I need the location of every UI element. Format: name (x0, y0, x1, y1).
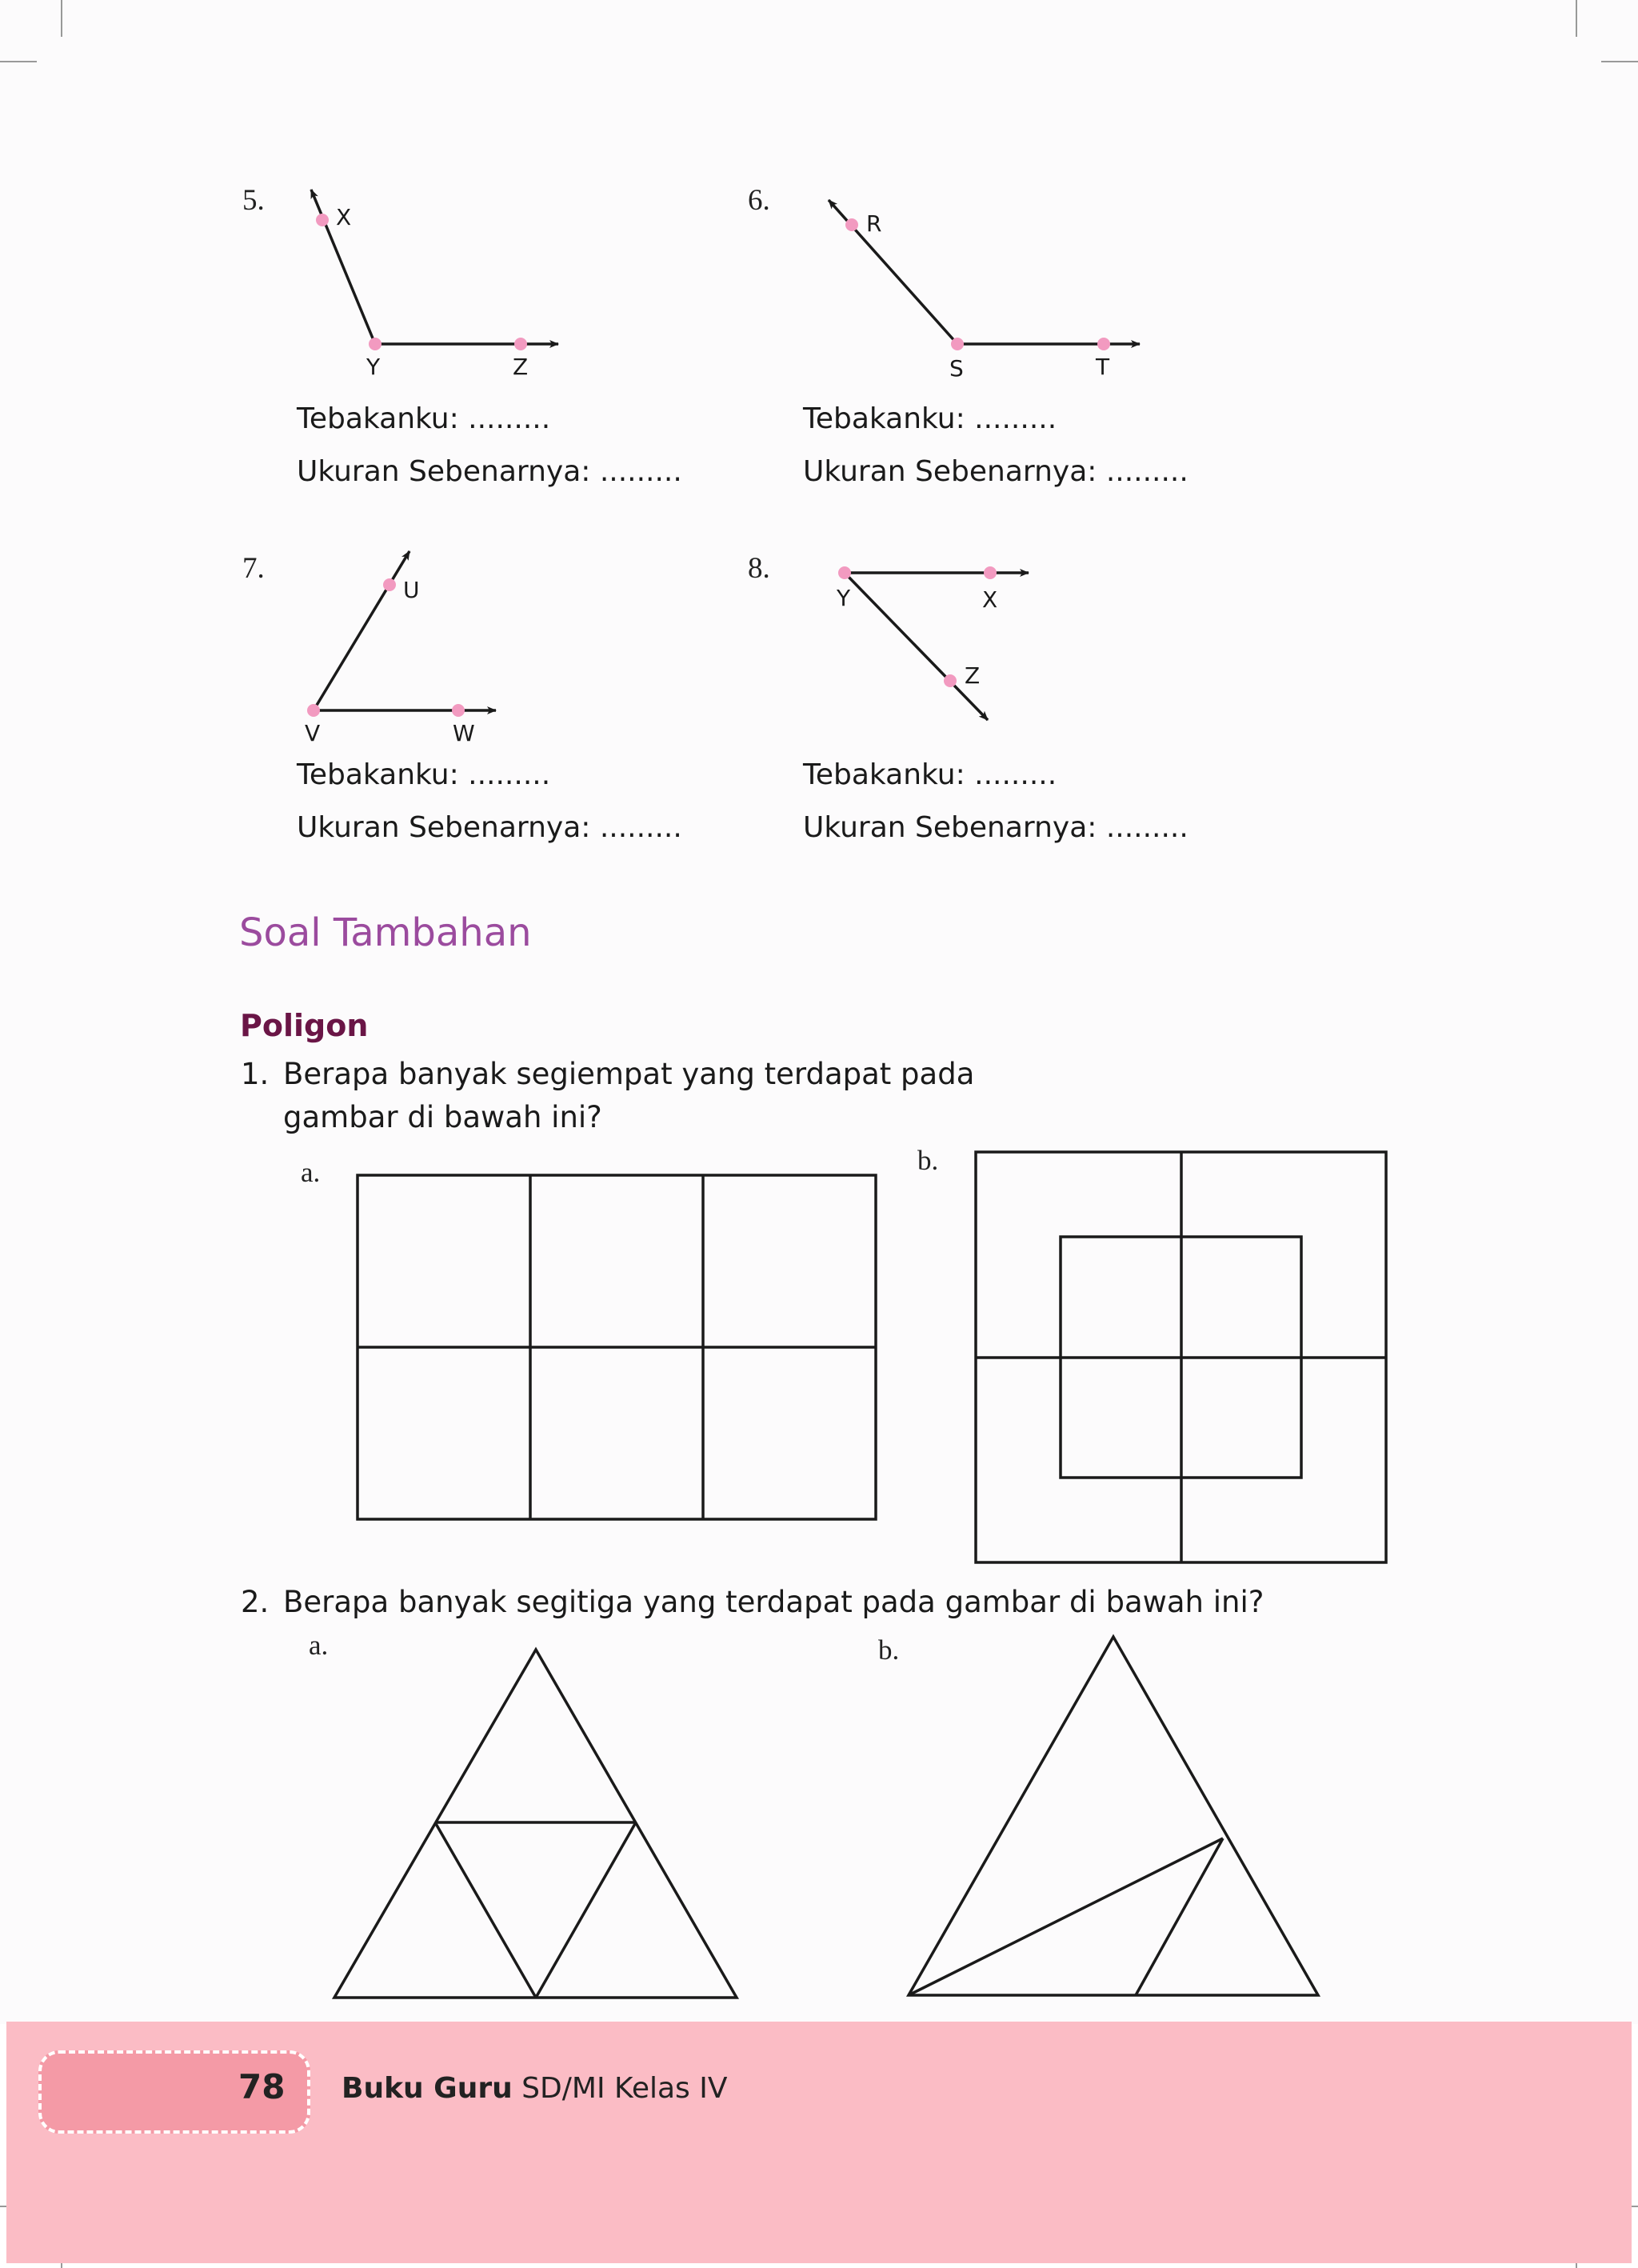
actual-line-8: Ukuran Sebenarnya: ......... (803, 811, 1189, 844)
page-number: 78 (238, 2067, 286, 2106)
squares-figure-b (976, 1152, 1386, 1562)
point-x (316, 214, 329, 226)
q1-text (283, 1053, 974, 1139)
actual-line-7: Ukuran Sebenarnya: ......... (297, 811, 682, 844)
question-number-7: 7. (242, 552, 265, 585)
q1-label-a: a. (301, 1157, 321, 1188)
label-point-r: R (866, 210, 882, 237)
point-w (452, 704, 465, 717)
label-point-z2: Z (965, 662, 981, 689)
q2-text: Berapa banyak segitiga yang terdapat pada gambar di bawah ini? (283, 1585, 1264, 1619)
triangle-figure-b (909, 1637, 1318, 1995)
point-y2 (838, 566, 851, 579)
label-point-x: X (336, 204, 352, 230)
book-title (342, 2072, 727, 2105)
question-number-6: 6. (748, 184, 770, 217)
label-point-y2: Y (837, 585, 851, 611)
point-u (383, 578, 396, 591)
angle-uvw-figure (314, 551, 496, 710)
point-z (514, 338, 527, 350)
guess-line-6: Tebakanku: ......... (803, 402, 1057, 435)
guess-line-8: Tebakanku: ......... (803, 758, 1057, 791)
triangle-figure-a (334, 1650, 737, 1998)
point-r (845, 218, 858, 231)
point-t (1097, 338, 1110, 350)
guess-line-5: Tebakanku: ......... (297, 402, 551, 435)
book-title-bold: Buku Guru (342, 2072, 513, 2105)
grid-figure-a (358, 1175, 876, 1519)
label-point-w: W (453, 720, 475, 746)
actual-line-5: Ukuran Sebenarnya: ......... (297, 455, 682, 488)
actual-line-6: Ukuran Sebenarnya: ......... (803, 455, 1189, 488)
section-title: Soal Tambahan (239, 910, 532, 955)
q2-number: 2. (241, 1585, 270, 1619)
angle-yxz-figure (845, 573, 1029, 720)
question-number-5: 5. (242, 184, 265, 217)
point-z2 (944, 674, 957, 687)
book-title-rest: SD/MI Kelas IV (512, 2072, 728, 2105)
point-v (307, 704, 320, 717)
label-point-x2: X (982, 586, 998, 613)
q1-number: 1. (241, 1057, 270, 1091)
question-number-8: 8. (748, 552, 770, 585)
label-point-y: Y (366, 354, 381, 380)
label-point-v: V (305, 720, 321, 746)
q2-label-a: a. (309, 1630, 329, 1661)
label-point-u: U (403, 577, 420, 603)
label-point-t: T (1096, 354, 1110, 380)
guess-line-7: Tebakanku: ......... (297, 758, 551, 791)
point-y (369, 338, 382, 350)
q1-line-2: gambar di bawah ini? (283, 1100, 602, 1134)
q1-line-1: Berapa banyak segiempat yang terdapat pada (283, 1057, 975, 1091)
point-x2 (984, 566, 997, 579)
subsection-title: Poligon (240, 1008, 369, 1043)
q1-label-b: b. (917, 1145, 939, 1176)
label-point-z: Z (513, 354, 529, 380)
point-s (951, 338, 964, 350)
label-point-s: S (949, 355, 964, 382)
q2-label-b: b. (878, 1634, 900, 1666)
